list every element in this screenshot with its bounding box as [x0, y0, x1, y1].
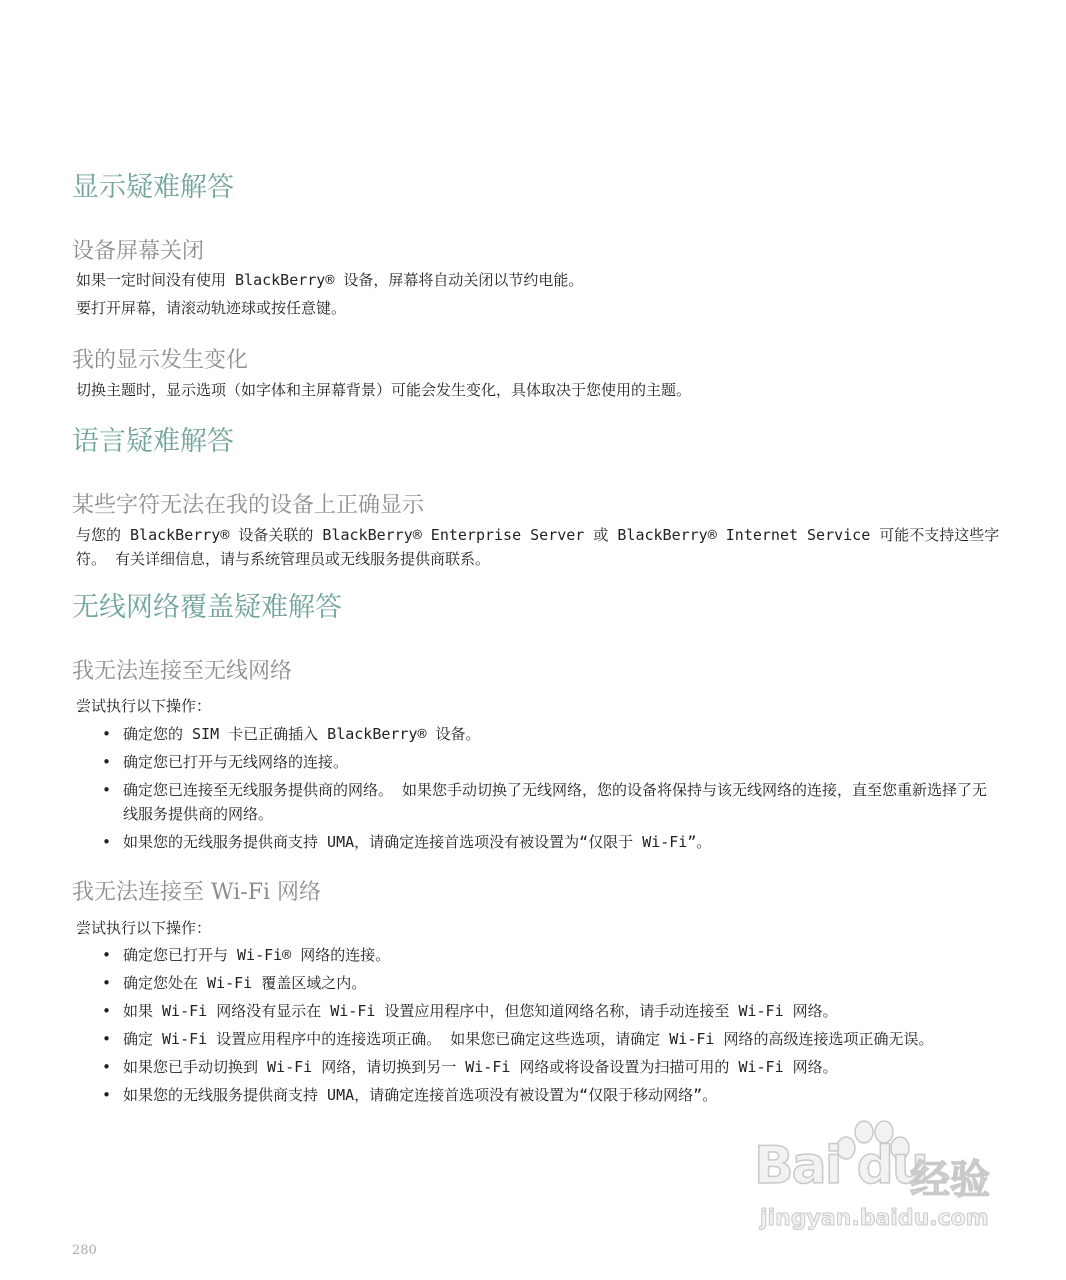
heading-characters-not-displayed: 某些字符无法在我的设备上正确显示 [72, 493, 425, 518]
watermark-brand: Bai du [754, 1136, 927, 1196]
heading-wireless-coverage-troubleshooting: 无线网络覆盖疑难解答 [72, 592, 342, 623]
bullet-icon: • [102, 725, 112, 743]
bullet-icon: • [102, 781, 112, 799]
bullet-icon: • [102, 833, 112, 851]
paragraph-characters-not-displayed: 与您的 BlackBerry® 设备关联的 BlackBerry® Enterprise Server 或 BlackBerry® Internet Service 可能不支持这些字符。 有关详细信息，请与系统管理员或无线服务提供商联系。 [76, 526, 1000, 568]
heading-display-troubleshooting: 显示疑难解答 [72, 172, 234, 203]
list-item: • 如果您的无线服务提供商支持 UMA，请确定连接首选项没有被设置为“仅限于移动网络”。 [76, 1083, 1001, 1107]
list-item: • 如果 Wi-Fi 网络没有显示在 Wi-Fi 设置应用程序中，但您知道网络名称，请手动连接至 Wi-Fi 网络。 [76, 999, 1001, 1023]
bullet-icon: • [102, 1030, 112, 1048]
list-item: • 如果您已手动切换到 Wi-Fi 网络，请切换到另一 Wi-Fi 网络或将设备设置为扫描可用的 Wi-Fi 网络。 [76, 1055, 1001, 1079]
list-item: • 确定您已连接至无线服务提供商的网络。 如果您手动切换了无线网络，您的设备将保持与该无线网络的连接，直至您重新选择了无线服务提供商的网络。 [76, 778, 1001, 826]
list-item: • 确定您已打开与 Wi-Fi® 网络的连接。 [76, 943, 1001, 967]
list-item: • 确定您的 SIM 卡已正确插入 BlackBerry® 设备。 [76, 722, 1001, 746]
bullet-list-wifi [76, 943, 1001, 1111]
bullet-icon: • [102, 946, 112, 964]
heading-cannot-connect-wifi: 我无法连接至 Wi-Fi 网络 [72, 880, 321, 905]
list-item: • 确定您已打开与无线网络的连接。 [76, 750, 1001, 774]
list-item: • 确定 Wi-Fi 设置应用程序中的连接选项正确。 如果您已确定这些选项，请确定 Wi-Fi 网络的高级连接选项正确无误。 [76, 1027, 1001, 1051]
heading-language-troubleshooting: 语言疑难解答 [72, 426, 234, 457]
list-item: • 如果您的无线服务提供商支持 UMA，请确定连接首选项没有被设置为“仅限于 Wi-Fi”。 [76, 830, 1001, 854]
heading-screen-off: 设备屏幕关闭 [72, 239, 205, 264]
baidu-watermark [752, 1118, 1012, 1238]
paragraph-screen-off-2: 要打开屏幕，请滚动轨迹球或按任意键。 [76, 299, 347, 317]
paragraph-screen-off-1: 如果一定时间没有使用 BlackBerry® 设备，屏幕将自动关闭以节约电能。 [76, 271, 584, 289]
paragraph-display-changed: 切换主题时，显示选项（如字体和主屏幕背景）可能会发生变化，具体取决于您使用的主题。 [76, 381, 692, 399]
paragraph-try-following-2: 尝试执行以下操作： [76, 919, 212, 937]
bullet-icon: • [102, 1058, 112, 1076]
page-number: 280 [72, 1243, 97, 1258]
bullet-icon: • [102, 974, 112, 992]
bullet-icon: • [102, 1002, 112, 1020]
bullet-icon: • [102, 753, 112, 771]
heading-display-changed: 我的显示发生变化 [72, 348, 249, 373]
watermark-brand-cn: 经验 [910, 1157, 990, 1203]
list-item: • 确定您处在 Wi-Fi 覆盖区域之内。 [76, 971, 1001, 995]
watermark-url: jingyan.baidu.com [760, 1206, 989, 1231]
paragraph-try-following-1: 尝试执行以下操作： [76, 697, 212, 715]
heading-cannot-connect-wireless: 我无法连接至无线网络 [72, 659, 293, 684]
bullet-list-wireless [76, 722, 1001, 858]
bullet-icon: • [102, 1086, 112, 1104]
